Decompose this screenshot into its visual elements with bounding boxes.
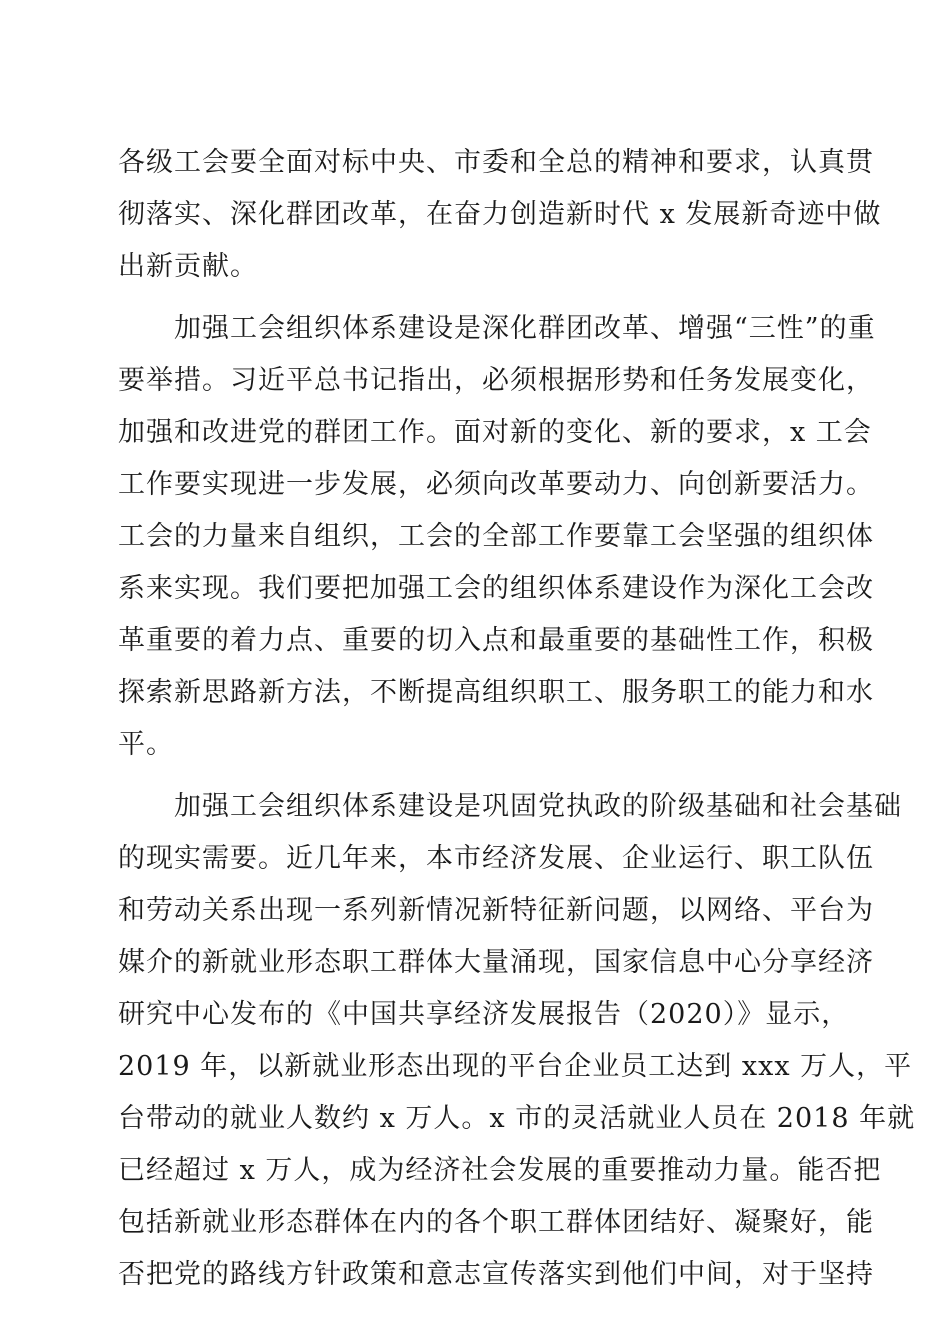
text-line: 彻落实、深化群团改革，在奋力创造新时代 x 发展新奇迹中做 <box>118 199 882 230</box>
paragraph-spacer <box>118 771 834 781</box>
text-line: 媒介的新就业形态职工群体大量涌现，国家信息中心分享经济 <box>118 947 874 978</box>
text-line: 工会的力量来自组织，工会的全部工作要靠工会坚强的组织体 <box>118 521 874 552</box>
text-line: 各级工会要全面对标中央、市委和全总的精神和要求，认真贯 <box>118 147 874 178</box>
text-line: 已经超过 x 万人，成为经济社会发展的重要推动力量。能否把 <box>118 1155 882 1186</box>
paragraph-2 <box>118 303 876 771</box>
paragraph-spacer <box>118 293 834 303</box>
text-line: 出新贡献。 <box>118 251 258 282</box>
text-line: 2019 年，以新就业形态出现的平台企业员工达到 xxx 万人，平 <box>118 1051 913 1082</box>
paragraph-3 <box>118 781 916 1301</box>
text-line: 探索新思路新方法，不断提高组织职工、服务职工的能力和水 <box>118 677 874 708</box>
text-line: 要举措。习近平总书记指出，必须根据形势和任务发展变化， <box>118 365 874 396</box>
text-line: 和劳动关系出现一系列新情况新特征新问题，以网络、平台为 <box>118 895 874 926</box>
text-line: 加强工会组织体系建设是深化群团改革、增强“三性”的重 <box>118 313 876 344</box>
text-line: 系来实现。我们要把加强工会的组织体系建设作为深化工会改 <box>118 573 874 604</box>
text-line: 包括新就业形态群体在内的各个职工群体团结好、凝聚好，能 <box>118 1207 874 1238</box>
text-line: 加强工会组织体系建设是巩固党执政的阶级基础和社会基础 <box>118 791 902 822</box>
text-line: 的现实需要。近几年来，本市经济发展、企业运行、职工队伍 <box>118 843 874 874</box>
text-line: 台带动的就业人数约 x 万人。x 市的灵活就业人员在 2018 年就 <box>118 1103 916 1134</box>
text-line: 工作要实现进一步发展，必须向改革要动力、向创新要活力。 <box>118 469 874 500</box>
document-body <box>118 137 916 1301</box>
text-line: 平。 <box>118 729 174 760</box>
text-line: 研究中心发布的《中国共享经济发展报告（2020）》显示， <box>118 999 850 1030</box>
text-line: 革重要的着力点、重要的切入点和最重要的基础性工作，积极 <box>118 625 874 656</box>
text-line: 加强和改进党的群团工作。面对新的变化、新的要求，x 工会 <box>118 417 872 448</box>
text-line: 否把党的路线方针政策和意志宣传落实到他们中间，对于坚持 <box>118 1259 874 1290</box>
paragraph-1 <box>118 137 882 293</box>
